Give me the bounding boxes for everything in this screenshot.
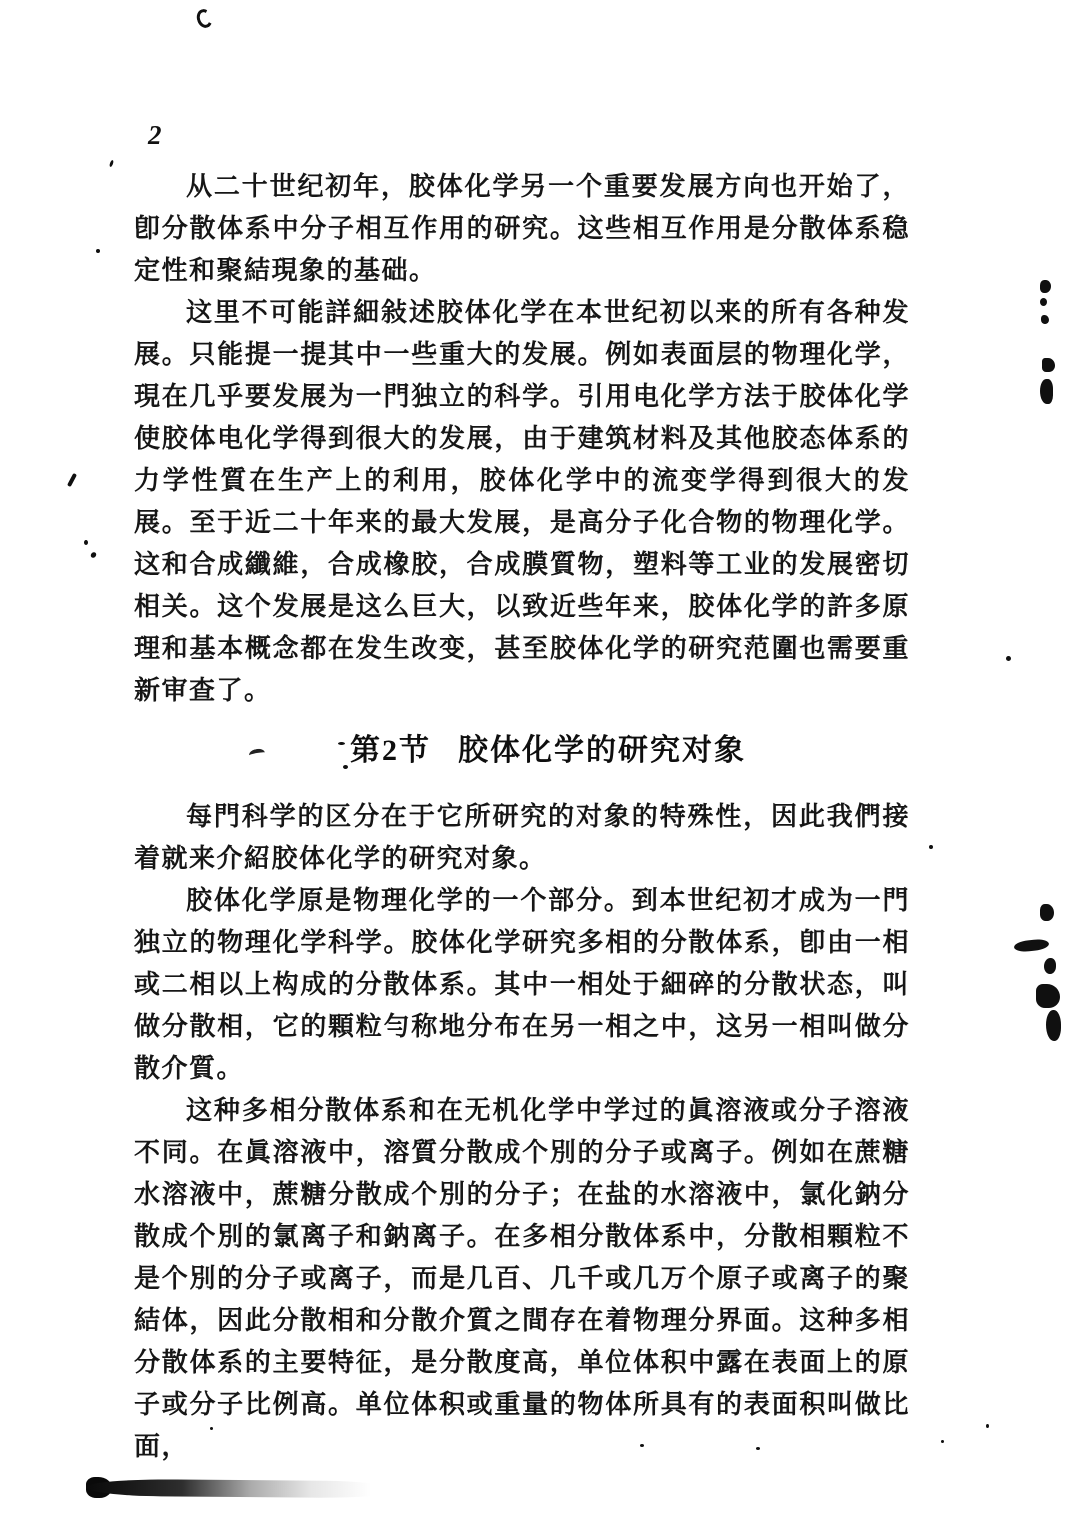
ink-blot (1044, 958, 1056, 974)
paragraph-developments: 这里不可能詳細敍述胶体化学在本世纪初以来的所有各种发展。只能提一提其中一些重大的发展。例如表面层的物理化学，現在几乎要发展为一門独立的科学。引用电化学方法于胶体化学使胶体电化学得到很大的发展，由于建筑材料及其他胶态体系的力学性質在生产上的利用，胶体化学中的流变学得到很大的发展。至于近二十年来的最大发展，是高分子化合物的物理化学。这和合成纖維，合成橡胶，合成膜質物，塑料等工业的发展密切相关。这个发展是这么巨大，以致近些年来，胶体化学的許多原理和基本概念都在发生改变，甚至胶体化学的研究范圍也需要重新审查了。 (134, 298, 910, 705)
ink-blot (1014, 938, 1050, 953)
ink-speck (90, 551, 98, 559)
ink-blot (1040, 379, 1053, 404)
ink-smudge (86, 1479, 386, 1499)
ink-speck (640, 1444, 644, 1447)
section-heading-title: 胶体化学的研究对象 (458, 734, 746, 767)
ink-speck (109, 160, 114, 168)
ink-speck (941, 1440, 944, 1443)
ink-blot (1041, 315, 1049, 324)
ink-speck (756, 1447, 760, 1450)
ink-speck (929, 845, 933, 849)
text-column (134, 166, 910, 1468)
ink-blot (1042, 358, 1055, 372)
paragraph-true-solutions: 这种多相分散体系和在无机化学中学过的眞溶液或分子溶液不同。在眞溶液中，溶質分散成个別的分子或离子。例如在蔗糖水溶液中，蔗糖分散成个別的分子；在盐的水溶液中，氯化鈉分散成个別的氯离子和鈉离子。在多相分散体系中，分散相顆粒不是个別的分子或离子，而是几百、几千或几万个原子或离子的聚結体，因此分散相和分散介質之間存在着物理分界面。这种多相分散体系的主要特征，是分散度高，单位体积中露在表面上的原子或分子比例高。单位体积或重量的物体所具有的表面积叫做比面， (134, 1096, 910, 1461)
ink-speck (210, 1427, 213, 1430)
ink-speck (338, 742, 345, 745)
page-number: 2 (148, 120, 162, 150)
paragraph-science-distinction: 每門科学的区分在于它所研究的对象的特殊性，因此我們接着就来介紹胶体化学的研究对象。 (134, 802, 910, 873)
ink-speck (986, 1424, 989, 1428)
ink-blot (1036, 984, 1060, 1008)
paragraph-intro-interactions: 从二十世纪初年，胶体化学另一个重要发展方向也开始了，卽分散体系中分子相互作用的研究。这些相互作用是分散体系稳定性和聚結現象的基础。 (134, 172, 910, 285)
section-heading-label: 第2节 (350, 734, 431, 767)
ink-blot (1040, 904, 1054, 921)
ink-speck (343, 765, 348, 769)
ink-blot (1040, 280, 1051, 293)
ink-blot (1046, 1010, 1061, 1041)
paragraph-disperse-systems: 胶体化学原是物理化学的一个部分。到本世纪初才成为一門独立的物理化学科学。胶体化学研究多相的分散体系，卽由一相或二相以上构成的分散体系。其中一相处于細碎的分散状态，叫做分散相，它的顆粒勻称地分布在另一相之中，这另一相叫做分散介質。 (134, 886, 910, 1083)
ink-speck (84, 540, 88, 545)
ink-blot (1040, 298, 1047, 306)
ink-speck (1006, 656, 1011, 661)
ink-speck (67, 473, 77, 487)
ink-speck (194, 7, 214, 30)
ink-speck (96, 249, 100, 253)
